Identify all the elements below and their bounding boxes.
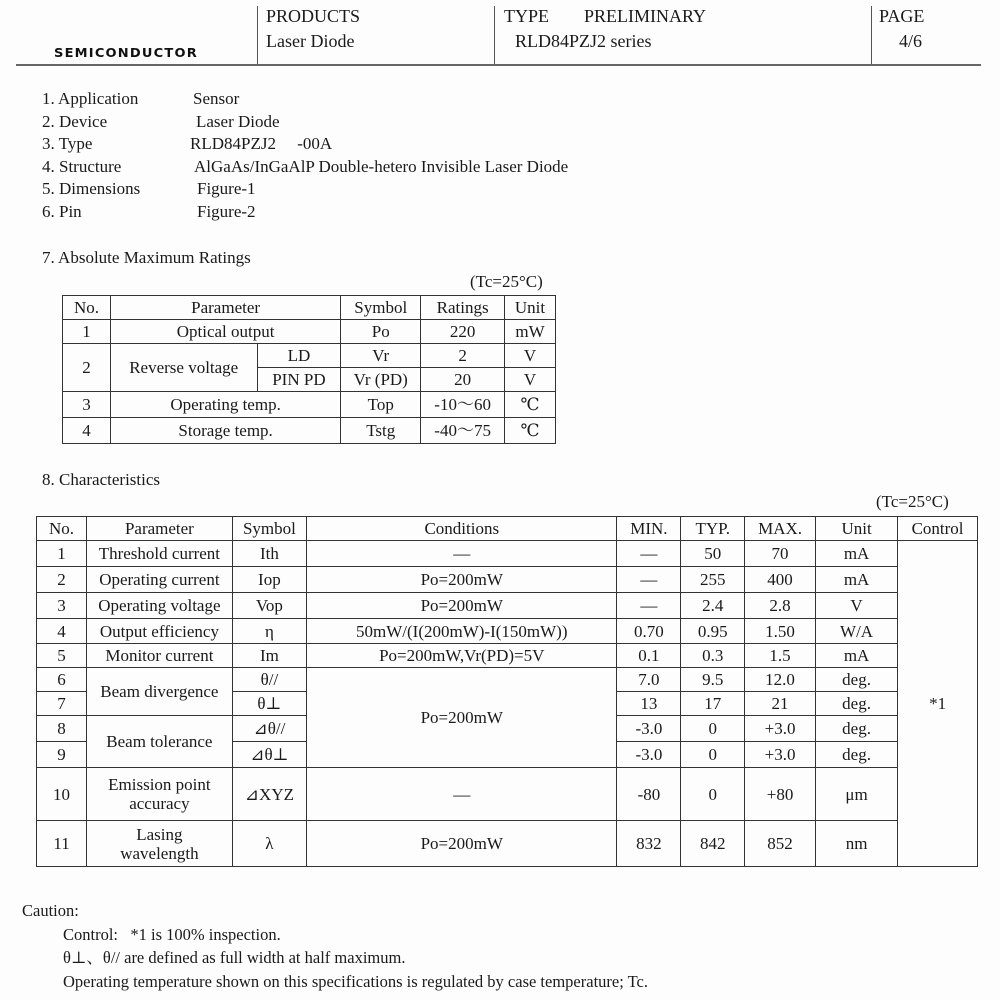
- cell-symbol: Vr (PD): [341, 368, 421, 392]
- caution-line: θ⊥、θ// are defined as full width at half maximum.: [63, 948, 406, 967]
- table-row: [37, 644, 978, 668]
- cell-parameter: Monitor current: [87, 644, 233, 668]
- cell-no: 1: [63, 320, 111, 344]
- info-key: 2. Device: [42, 111, 108, 131]
- parameter-line: Emission point: [108, 775, 211, 794]
- cell-no: 4: [37, 619, 87, 644]
- cell-unit: mW: [505, 320, 556, 344]
- cell-parameter: Threshold current: [87, 541, 233, 567]
- cell-parameter: Operating voltage: [87, 593, 233, 619]
- abs-max-ratings-table: [62, 295, 556, 444]
- cell-no: 6: [37, 668, 87, 692]
- col-header: Unit: [505, 296, 556, 320]
- type-label: TYPE: [504, 6, 549, 26]
- header-divider: [871, 6, 872, 64]
- cell-min: 0.1: [617, 644, 681, 668]
- cell-unit: V: [505, 344, 556, 368]
- cell-unit: nm: [816, 821, 898, 867]
- cell-unit: deg.: [816, 742, 898, 768]
- cell-conditions: —: [307, 768, 617, 821]
- cell-min: —: [617, 593, 681, 619]
- cell-unit: μm: [816, 768, 898, 821]
- col-header: Parameter: [87, 517, 233, 541]
- table-row: [63, 418, 556, 444]
- table-row: [63, 392, 556, 418]
- cell-typ: 2.4: [681, 593, 745, 619]
- info-value: Figure-2: [197, 201, 256, 221]
- cell-min: 7.0: [617, 668, 681, 692]
- cell-max: 12.0: [745, 668, 816, 692]
- parameter-line: accuracy: [129, 794, 190, 813]
- document-header: [16, 0, 981, 66]
- cell-no: 8: [37, 716, 87, 742]
- type-status: PRELIMINARY: [584, 6, 707, 26]
- table-row: [37, 668, 978, 692]
- cell-typ: 17: [681, 692, 745, 716]
- cell-symbol: ⊿XYZ: [232, 768, 306, 821]
- cell-conditions: —: [307, 541, 617, 567]
- cell-unit: mA: [816, 567, 898, 593]
- cell-rating: -10〜60: [421, 392, 505, 418]
- info-key: 6. Pin: [42, 201, 82, 221]
- cell-subparameter: PIN PD: [257, 368, 341, 392]
- cell-typ: 0: [681, 768, 745, 821]
- cell-min: 832: [617, 821, 681, 867]
- cell-symbol: λ: [232, 821, 306, 867]
- page-number: 4/6: [899, 31, 923, 51]
- cell-no: 2: [37, 567, 87, 593]
- cell-max: 852: [745, 821, 816, 867]
- cell-parameter: Beam divergence: [87, 668, 233, 716]
- info-value: RLD84PZJ2 -00A: [190, 134, 333, 154]
- cell-max: 2.8: [745, 593, 816, 619]
- cell-parameter: Operating current: [87, 567, 233, 593]
- cell-parameter: Optical output: [110, 320, 340, 344]
- table-row: [63, 344, 556, 368]
- characteristics-table: [36, 516, 978, 867]
- cell-max: 1.5: [745, 644, 816, 668]
- cell-parameter: Storage temp.: [110, 418, 340, 444]
- caution-title: Caution:: [22, 901, 79, 920]
- cell-max: +3.0: [745, 716, 816, 742]
- table-header-row: [63, 296, 556, 320]
- table-row: [37, 567, 978, 593]
- table-row: [37, 541, 978, 567]
- cell-unit: mA: [816, 644, 898, 668]
- cell-unit: ℃: [505, 392, 556, 418]
- cell-typ: 0: [681, 716, 745, 742]
- header-divider: [257, 6, 258, 64]
- info-value: Sensor: [193, 89, 240, 108]
- page-label: PAGE: [879, 6, 925, 26]
- info-value: Laser Diode: [196, 111, 280, 131]
- info-value: AlGaAs/InGaAlP Double-hetero Invisible Laser Diode: [194, 156, 569, 176]
- cell-unit: deg.: [816, 692, 898, 716]
- type-value: RLD84PZJ2 series: [515, 31, 652, 51]
- cell-conditions: Po=200mW: [307, 593, 617, 619]
- cell-no: 5: [37, 644, 87, 668]
- company-logo: SEMICONDUCTOR: [54, 46, 198, 61]
- cell-no: 11: [37, 821, 87, 867]
- col-header: Ratings: [421, 296, 505, 320]
- col-header: No.: [37, 517, 87, 541]
- cell-min: —: [617, 541, 681, 567]
- col-header: Unit: [816, 517, 898, 541]
- cell-min: 13: [617, 692, 681, 716]
- caution-line: Operating temperature shown on this specifications is regulated by case temperature; Tc.: [63, 971, 649, 991]
- parameter-line: Lasing: [136, 824, 183, 844]
- cell-typ: 842: [681, 821, 745, 867]
- cell-parameter: Reverse voltage: [110, 344, 257, 392]
- cell-no: 2: [63, 344, 111, 392]
- table-header-row: [37, 517, 978, 541]
- cell-min: 0.70: [617, 619, 681, 644]
- cell-symbol: Iop: [232, 567, 306, 593]
- cell-rating: 220: [421, 320, 505, 344]
- cell-min: -80: [617, 768, 681, 821]
- cell-no: 7: [37, 692, 87, 716]
- cell-parameter: [87, 821, 233, 867]
- cell-symbol: Ith: [232, 541, 306, 567]
- cell-typ: 255: [681, 567, 745, 593]
- cell-no: 9: [37, 742, 87, 768]
- cell-symbol: θ//: [232, 668, 306, 692]
- table-row: [37, 619, 978, 644]
- cell-symbol: η: [232, 619, 306, 644]
- caution-line: Control: *1 is 100% inspection.: [63, 924, 281, 944]
- cell-unit: deg.: [816, 716, 898, 742]
- cell-unit: W/A: [816, 619, 898, 644]
- products-value: Laser Diode: [266, 31, 355, 51]
- cell-typ: 9.5: [681, 668, 745, 692]
- condition-note: (Tc=25°C): [470, 272, 543, 291]
- cell-min: -3.0: [617, 742, 681, 768]
- cell-control: *1: [898, 541, 978, 867]
- table-row: [63, 320, 556, 344]
- cell-conditions: Po=200mW: [307, 821, 617, 867]
- cell-typ: 0.95: [681, 619, 745, 644]
- parameter-line: wavelength: [120, 843, 199, 863]
- info-key: 3. Type: [42, 134, 93, 154]
- cell-symbol: Vr: [341, 344, 421, 368]
- cell-max: 70: [745, 541, 816, 567]
- col-header: Symbol: [341, 296, 421, 320]
- cell-no: 3: [37, 593, 87, 619]
- cell-unit: V: [816, 593, 898, 619]
- col-header: Symbol: [232, 517, 306, 541]
- col-header: Parameter: [110, 296, 340, 320]
- cell-min: -3.0: [617, 716, 681, 742]
- cell-max: 400: [745, 567, 816, 593]
- products-label: PRODUCTS: [266, 6, 361, 26]
- cell-max: 1.50: [745, 619, 816, 644]
- cell-parameter: Operating temp.: [110, 392, 340, 418]
- cell-typ: 0.3: [681, 644, 745, 668]
- info-key: 5. Dimensions: [42, 179, 141, 199]
- col-header: TYP.: [681, 517, 745, 541]
- cell-parameter: Beam tolerance: [87, 716, 233, 768]
- table-row: [37, 593, 978, 619]
- cell-symbol: Im: [232, 644, 306, 668]
- cell-no: 4: [63, 418, 111, 444]
- cell-parameter: [87, 768, 233, 821]
- info-value: Figure-1: [197, 179, 256, 199]
- condition-note: (Tc=25°C): [876, 492, 949, 511]
- cell-conditions: Po=200mW: [307, 567, 617, 593]
- col-header: Control: [898, 517, 978, 541]
- caution-notes: [22, 899, 648, 993]
- cell-no: 1: [37, 541, 87, 567]
- cell-symbol: ⊿θ⊥: [232, 742, 306, 768]
- section-title-abs-max: 7. Absolute Maximum Ratings: [42, 248, 251, 267]
- header-divider: [494, 6, 495, 64]
- cell-typ: 50: [681, 541, 745, 567]
- col-header: No.: [63, 296, 111, 320]
- cell-max: +3.0: [745, 742, 816, 768]
- cell-max: +80: [745, 768, 816, 821]
- cell-unit: ℃: [505, 418, 556, 444]
- cell-symbol: θ⊥: [232, 692, 306, 716]
- cell-conditions: 50mW/(I(200mW)-I(150mW)): [307, 619, 617, 644]
- cell-max: 21: [745, 692, 816, 716]
- cell-unit: mA: [816, 541, 898, 567]
- table-row: [37, 768, 978, 821]
- cell-typ: 0: [681, 742, 745, 768]
- cell-unit: V: [505, 368, 556, 392]
- section-title-characteristics: 8. Characteristics: [42, 470, 161, 489]
- col-header: MAX.: [745, 517, 816, 541]
- cell-symbol: Po: [341, 320, 421, 344]
- cell-rating: -40〜75: [421, 418, 505, 444]
- cell-symbol: Tstg: [341, 418, 421, 444]
- info-key: 4. Structure: [42, 156, 122, 176]
- cell-no: 10: [37, 768, 87, 821]
- col-header: MIN.: [617, 517, 681, 541]
- cell-unit: deg.: [816, 668, 898, 692]
- info-key: 1. Application: [42, 89, 139, 108]
- cell-conditions: Po=200mW: [307, 668, 617, 768]
- col-header: Conditions: [307, 517, 617, 541]
- cell-parameter: Output efficiency: [87, 619, 233, 644]
- cell-conditions: Po=200mW,Vr(PD)=5V: [307, 644, 617, 668]
- cell-min: —: [617, 567, 681, 593]
- cell-no: 3: [63, 392, 111, 418]
- cell-symbol: ⊿θ//: [232, 716, 306, 742]
- cell-symbol: Top: [341, 392, 421, 418]
- cell-rating: 2: [421, 344, 505, 368]
- table-row: [37, 821, 978, 867]
- cell-symbol: Vop: [232, 593, 306, 619]
- cell-subparameter: LD: [257, 344, 341, 368]
- cell-rating: 20: [421, 368, 505, 392]
